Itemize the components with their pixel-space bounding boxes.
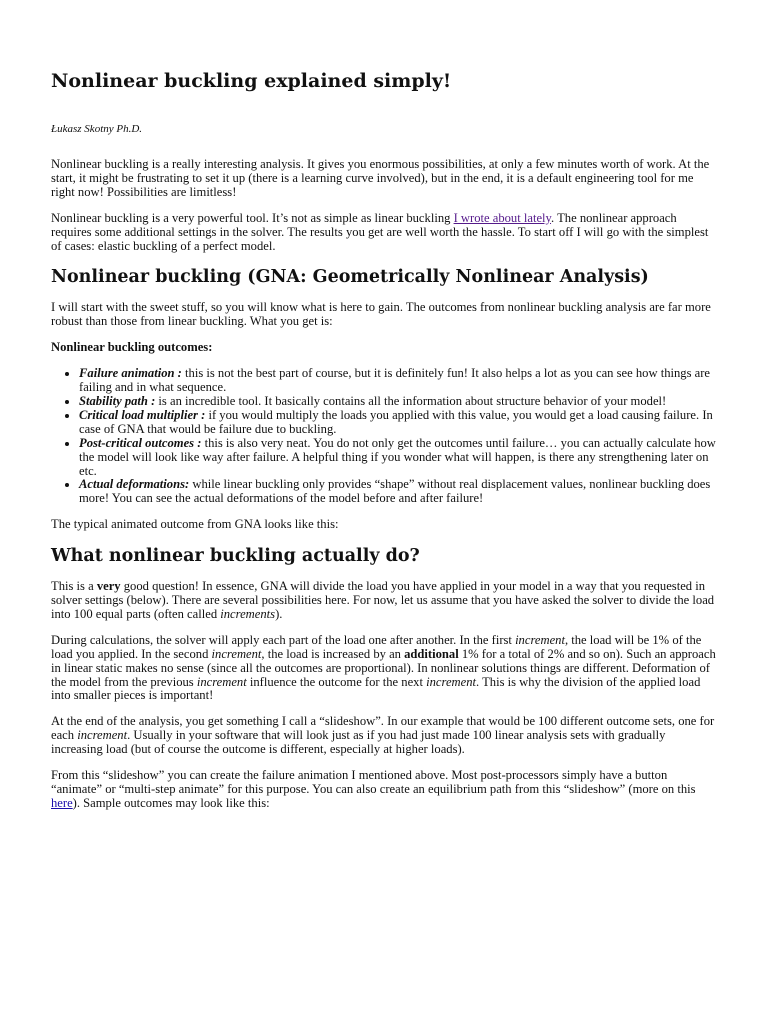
text-segment: . Usually in your software that will look just as if you had just made 100 linear analysis sets with gradually increasing load (but of course the outcome is different, especially at higher loads). — [51, 728, 666, 757]
list-item — [79, 409, 716, 437]
outcome-text: this is not the best part of course, but it is definitely fun! It also helps a lot as you can see how things are failing and in what sequence. — [79, 366, 711, 395]
outcomes-heading: Nonlinear buckling outcomes: — [51, 340, 213, 355]
section1-paragraph-1: I will start with the sweet stuff, so you will know what is here to gain. The outcomes from nonlinear buckling analysis are far more robust than those from linear buckling. What you get is: — [51, 300, 711, 329]
section2-paragraph-3 — [51, 715, 716, 757]
emphasis: increment — [426, 674, 477, 689]
section2-paragraph-2 — [51, 634, 716, 704]
outcome-text: this is also very neat. You do not only get the outcomes until failure… you can actually calculate how the model will look like way after failure. A helpful thing if you wonder what will happen, is there any strengthening later on etc. — [79, 435, 716, 478]
text-segment: ). — [275, 606, 283, 621]
text-segment: influence the outcome for the next — [246, 674, 427, 689]
text-segment: . This is why the division of the applied load into smaller pieces is important! — [51, 674, 701, 703]
emphasis: increment — [196, 674, 247, 689]
outcome-term: Failure animation : — [79, 366, 182, 381]
outcome-text: while linear buckling only provides “shape” without real displacement values, nonlinear buckling does more! You can see the actual deformations of the model before and after failure! — [79, 477, 711, 506]
text-segment: good question! In essence, GNA will divide the load you have applied in your model in a way that you requested in solver settings (below). There are several possibilities here. For now, let us assume that you have asked the solver to divide the load into 100 equal parts (often called — [51, 579, 715, 621]
outcome-term: Critical load multiplier : — [79, 407, 206, 422]
outcomes-list — [51, 367, 716, 506]
page-title: Nonlinear buckling explained simply! — [51, 70, 452, 92]
intro-paragraph-1: Nonlinear buckling is a really interesting analysis. It gives you enormous possibilities, at only a few minutes worth of work. At the start, it might be frustrating to set it up (there is a learning curve involved), but in the end, it is a default engineering tool for me right now! Possibilities are limitless! — [51, 157, 710, 199]
text-segment: From this “slideshow” you can create the failure animation I mentioned above. Most post-processors simply have a button “animate” or “multi-step animate” for this purpose. You can also create an equilibrium path from this “slideshow” (more on this — [51, 768, 696, 796]
emphasis: increments — [220, 606, 276, 621]
list-item — [79, 478, 716, 506]
outcome-term: Actual deformations: — [79, 477, 190, 492]
outcome-term: Post-critical outcomes : — [79, 435, 202, 450]
emphasis: increment — [77, 728, 128, 743]
text-segment: 1% for a total of 2% and so on). Such an approach in linear static makes no sense (since all the outcomes are proportional). In nonlinear solutions things are different. Deformation of the model from the previous — [51, 646, 716, 689]
list-item — [79, 367, 716, 395]
emphasis: very — [96, 579, 121, 594]
section1-paragraph-2: The typical animated outcome from GNA looks like this: — [51, 517, 339, 532]
text-segment: Nonlinear buckling is a very powerful tool. It’s not as simple as linear buckling — [51, 210, 454, 225]
text-segment: , the load is increased by an — [261, 646, 405, 661]
intro-paragraph-2 — [51, 212, 716, 254]
text-segment: During calculations, the solver will apply each part of the load one after another. In the first — [51, 632, 516, 647]
equilibrium-path-link[interactable]: here — [51, 795, 73, 810]
section-heading-gna: Nonlinear buckling (GNA: Geometrically Nonlinear Analysis) — [51, 267, 649, 288]
text-segment: This is a — [51, 579, 97, 594]
linear-buckling-link[interactable]: I wrote about lately — [453, 210, 552, 225]
outcome-text: if you would multiply the loads you applied with this value, you would get a load causing failure. In case of GNA that would be failure due to buckling. — [79, 407, 713, 436]
emphasis: increment — [211, 646, 262, 661]
section2-paragraph-4 — [51, 769, 716, 811]
outcome-term: Stability path : — [79, 393, 156, 408]
text-segment: , the load will be 1% of the load you applied. In the second — [51, 632, 702, 661]
text-segment: . The nonlinear approach requires some additional settings in the solver. The results you get are well worth the hassle. To start off I will go with the simplest of cases: elastic buckling of a perfect model. — [51, 210, 709, 253]
emphasis: increment — [515, 632, 565, 647]
outcome-text: is an incredible tool. It basically contains all the information about structure behavior of your model! — [155, 393, 667, 408]
text-segment: ). Sample outcomes may look like this: — [72, 795, 270, 810]
emphasis: additional — [404, 646, 459, 661]
author-byline: Łukasz Skotny Ph.D. — [51, 123, 143, 135]
section-heading-what-it-does: What nonlinear buckling actually do? — [51, 546, 420, 567]
list-item — [79, 395, 716, 409]
text-segment: At the end of the analysis, you get something I call a “slideshow”. In our example that would be 100 different outcome sets, one for each — [51, 714, 715, 743]
list-item — [79, 437, 716, 479]
section2-paragraph-1 — [51, 580, 716, 622]
